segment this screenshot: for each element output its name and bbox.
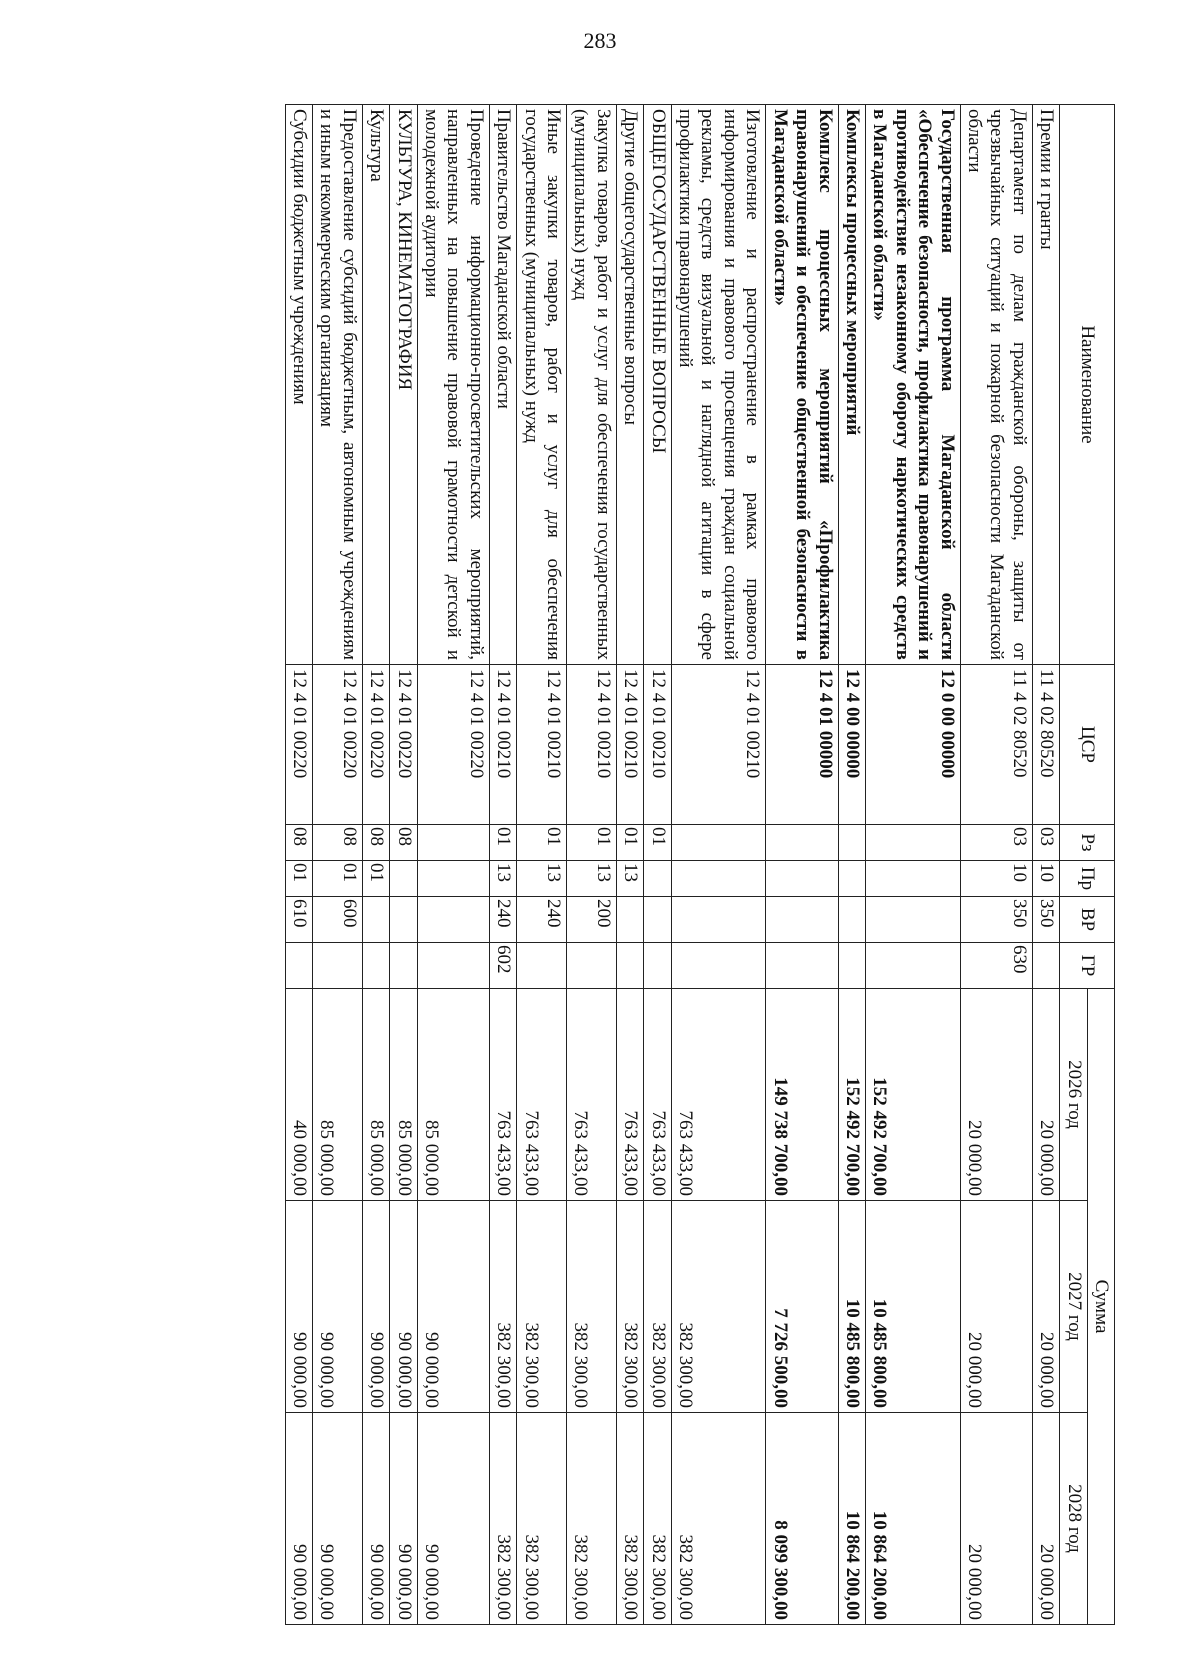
- row-gr: [865, 943, 960, 989]
- row-name: Департамент по делам гражданской обороны, защиты от чрезвычайных ситуаций и пожарной безопасности Магаданской области: [960, 105, 1032, 665]
- row-vr: [616, 897, 643, 943]
- row-sum-2028: 10 864 200,00: [865, 1413, 960, 1625]
- header-name: Наименование: [1060, 105, 1115, 665]
- row-name: Проведение информационно-просветительских мероприятий, направленных на повышение правовой грамотности детской и молодежной аудитории: [417, 105, 489, 665]
- row-rz: 08: [390, 825, 417, 861]
- budget-table: [285, 104, 1115, 1625]
- row-rz: [865, 825, 960, 861]
- row-gr: [644, 943, 671, 989]
- row-csr: 12 4 01 00000: [766, 665, 838, 825]
- row-gr: 630: [960, 943, 1032, 989]
- row-pr: [390, 861, 417, 897]
- row-vr: 350: [960, 897, 1032, 943]
- table-body: [285, 105, 1060, 1625]
- row-pr: 13: [567, 861, 617, 897]
- row-pr: 10: [960, 861, 1032, 897]
- row-pr: [838, 861, 865, 897]
- header-rz: Рз: [1060, 825, 1115, 861]
- row-rz: [417, 825, 489, 861]
- table-row: [644, 105, 671, 1625]
- row-name: Комплексы процессных мероприятий: [838, 105, 865, 665]
- row-sum-2026: 85 000,00: [313, 989, 363, 1201]
- table-row: [616, 105, 643, 1625]
- row-sum-2027: 7 726 500,00: [766, 1201, 838, 1413]
- header-sum: Сумма: [1087, 989, 1114, 1625]
- header-vr: ВР: [1060, 897, 1115, 943]
- row-rz: [838, 825, 865, 861]
- row-name: Правительство Магаданской области: [489, 105, 516, 665]
- row-sum-2028: 90 000,00: [313, 1413, 363, 1625]
- row-csr: 12 4 01 00210: [671, 665, 766, 825]
- row-gr: [285, 943, 312, 989]
- row-name: Субсидии бюджетным учреждениям: [285, 105, 312, 665]
- row-rz: [671, 825, 766, 861]
- row-gr: [838, 943, 865, 989]
- row-sum-2026: 763 433,00: [616, 989, 643, 1201]
- table-row: [865, 105, 960, 1625]
- row-pr: [865, 861, 960, 897]
- row-sum-2026: 763 433,00: [567, 989, 617, 1201]
- row-rz: 08: [313, 825, 363, 861]
- row-pr: [644, 861, 671, 897]
- budget-table-rotated: [170, 104, 1115, 1624]
- row-pr: 01: [285, 861, 312, 897]
- row-gr: [1032, 943, 1059, 989]
- row-sum-2028: 90 000,00: [285, 1413, 312, 1625]
- row-rz: 01: [644, 825, 671, 861]
- row-pr: 13: [489, 861, 516, 897]
- row-csr: 12 4 01 00220: [417, 665, 489, 825]
- row-name: Закупка товаров, работ и услуг для обеспечения государственных (муниципальных) нужд: [567, 105, 617, 665]
- row-gr: [567, 943, 617, 989]
- row-sum-2027: 90 000,00: [417, 1201, 489, 1413]
- row-pr: [671, 861, 766, 897]
- header-gr: ГР: [1060, 943, 1115, 989]
- row-sum-2026: 763 433,00: [671, 989, 766, 1201]
- header-year-2028: 2028 год: [1060, 1413, 1087, 1625]
- row-csr: 12 4 01 00210: [644, 665, 671, 825]
- row-name: Иные закупки товаров, работ и услуг для обеспечения государственных (муниципальных) нужд: [517, 105, 567, 665]
- row-vr: [838, 897, 865, 943]
- row-gr: [417, 943, 489, 989]
- row-pr: 10: [1032, 861, 1059, 897]
- row-sum-2028: 382 300,00: [644, 1413, 671, 1625]
- row-vr: [865, 897, 960, 943]
- row-sum-2027: 90 000,00: [313, 1201, 363, 1413]
- table-row: [517, 105, 567, 1625]
- row-sum-2027: 382 300,00: [616, 1201, 643, 1413]
- table-row: [838, 105, 865, 1625]
- table-row: [362, 105, 389, 1625]
- row-sum-2027: 10 485 800,00: [838, 1201, 865, 1413]
- row-sum-2028: 90 000,00: [417, 1413, 489, 1625]
- row-sum-2027: 20 000,00: [1032, 1201, 1059, 1413]
- row-csr: 12 0 00 00000: [865, 665, 960, 825]
- table-row: [1032, 105, 1059, 1625]
- header-csr: ЦСР: [1060, 665, 1115, 825]
- table-row: [390, 105, 417, 1625]
- row-name: Государственная программа Магаданской области «Обеспечение безопасности, профилактика правонарушений и противодействие незаконному обороту наркотических средств в Магаданской области»: [865, 105, 960, 665]
- row-vr: 600: [313, 897, 363, 943]
- row-sum-2027: 382 300,00: [517, 1201, 567, 1413]
- row-sum-2028: 90 000,00: [390, 1413, 417, 1625]
- row-gr: [362, 943, 389, 989]
- row-csr: 12 4 01 00210: [616, 665, 643, 825]
- row-rz: 08: [285, 825, 312, 861]
- row-rz: 01: [616, 825, 643, 861]
- row-vr: 240: [517, 897, 567, 943]
- table-row: [313, 105, 363, 1625]
- row-sum-2028: 10 864 200,00: [838, 1413, 865, 1625]
- row-vr: [417, 897, 489, 943]
- row-sum-2028: 8 099 300,00: [766, 1413, 838, 1625]
- row-sum-2028: 20 000,00: [960, 1413, 1032, 1625]
- header-year-2027: 2027 год: [1060, 1201, 1087, 1413]
- row-pr: 13: [517, 861, 567, 897]
- row-gr: [616, 943, 643, 989]
- row-csr: 11 4 02 80520: [1032, 665, 1059, 825]
- header-row-1: [1087, 105, 1114, 1625]
- row-sum-2028: 382 300,00: [567, 1413, 617, 1625]
- row-sum-2026: 763 433,00: [489, 989, 516, 1201]
- row-sum-2028: 382 300,00: [489, 1413, 516, 1625]
- row-sum-2026: 152 492 700,00: [865, 989, 960, 1201]
- row-name: Другие общегосударственные вопросы: [616, 105, 643, 665]
- row-vr: [671, 897, 766, 943]
- row-sum-2028: 20 000,00: [1032, 1413, 1059, 1625]
- row-rz: 03: [1032, 825, 1059, 861]
- row-vr: [362, 897, 389, 943]
- row-name: Предоставление субсидий бюджетным, автономным учреждениям и иным некоммерческим организациям: [313, 105, 363, 665]
- table-row: [285, 105, 312, 1625]
- row-csr: 12 4 01 00220: [313, 665, 363, 825]
- row-csr: 12 4 01 00220: [390, 665, 417, 825]
- row-vr: 240: [489, 897, 516, 943]
- header-year-2026: 2026 год: [1060, 989, 1087, 1201]
- row-sum-2026: 85 000,00: [417, 989, 489, 1201]
- row-gr: [671, 943, 766, 989]
- row-rz: 01: [517, 825, 567, 861]
- row-rz: 01: [567, 825, 617, 861]
- row-sum-2027: 90 000,00: [285, 1201, 312, 1413]
- row-sum-2026: 763 433,00: [517, 989, 567, 1201]
- row-sum-2027: 90 000,00: [390, 1201, 417, 1413]
- row-sum-2028: 382 300,00: [517, 1413, 567, 1625]
- table-row: [567, 105, 617, 1625]
- row-sum-2027: 382 300,00: [644, 1201, 671, 1413]
- row-sum-2026: 763 433,00: [644, 989, 671, 1201]
- row-sum-2026: 20 000,00: [1032, 989, 1059, 1201]
- row-csr: 12 4 01 00210: [517, 665, 567, 825]
- row-name: Комплекс процессных мероприятий «Профилактика правонарушений и обеспечение общественной безопасности в Магаданской области»: [766, 105, 838, 665]
- row-pr: 13: [616, 861, 643, 897]
- row-sum-2028: 90 000,00: [362, 1413, 389, 1625]
- row-sum-2027: 382 300,00: [671, 1201, 766, 1413]
- row-rz: 03: [960, 825, 1032, 861]
- row-sum-2027: 90 000,00: [362, 1201, 389, 1413]
- row-name: Культура: [362, 105, 389, 665]
- row-csr: 12 4 01 00210: [567, 665, 617, 825]
- row-sum-2026: 85 000,00: [362, 989, 389, 1201]
- table-row: [489, 105, 516, 1625]
- row-rz: 01: [489, 825, 516, 861]
- row-gr: [390, 943, 417, 989]
- row-rz: [766, 825, 838, 861]
- row-sum-2028: 382 300,00: [616, 1413, 643, 1625]
- row-gr: 602: [489, 943, 516, 989]
- row-sum-2027: 382 300,00: [567, 1201, 617, 1413]
- row-pr: 01: [362, 861, 389, 897]
- page-number: 283: [583, 28, 617, 53]
- row-vr: [390, 897, 417, 943]
- row-gr: [766, 943, 838, 989]
- table-row: [671, 105, 766, 1625]
- row-vr: 610: [285, 897, 312, 943]
- row-sum-2027: 10 485 800,00: [865, 1201, 960, 1413]
- table-row: [417, 105, 489, 1625]
- table-row: [766, 105, 838, 1625]
- table-row: [960, 105, 1032, 1625]
- row-name: Изготовление и распространение в рамках правового информирования и правового просвещения граждан социальной рекламы, средств визуальной и наглядной агитации в сфере профилактики правонарушений: [671, 105, 766, 665]
- header-pr: Пр: [1060, 861, 1115, 897]
- row-csr: 12 4 01 00220: [285, 665, 312, 825]
- row-rz: 08: [362, 825, 389, 861]
- row-sum-2026: 149 738 700,00: [766, 989, 838, 1201]
- row-sum-2027: 20 000,00: [960, 1201, 1032, 1413]
- row-csr: 12 4 01 00210: [489, 665, 516, 825]
- row-name: КУЛЬТУРА, КИНЕМАТОГРАФИЯ: [390, 105, 417, 665]
- row-pr: [766, 861, 838, 897]
- row-csr: 11 4 02 80520: [960, 665, 1032, 825]
- row-sum-2026: 85 000,00: [390, 989, 417, 1201]
- row-sum-2026: 152 492 700,00: [838, 989, 865, 1201]
- row-pr: 01: [313, 861, 363, 897]
- row-vr: [644, 897, 671, 943]
- row-gr: [313, 943, 363, 989]
- row-csr: 12 4 00 00000: [838, 665, 865, 825]
- row-sum-2026: 20 000,00: [960, 989, 1032, 1201]
- row-sum-2026: 40 000,00: [285, 989, 312, 1201]
- row-gr: [517, 943, 567, 989]
- row-csr: 12 4 01 00220: [362, 665, 389, 825]
- row-pr: [417, 861, 489, 897]
- row-vr: [766, 897, 838, 943]
- row-vr: 200: [567, 897, 617, 943]
- row-name: Премии и гранты: [1032, 105, 1059, 665]
- row-sum-2028: 382 300,00: [671, 1413, 766, 1625]
- row-name: ОБЩЕГОСУДАРСТВЕННЫЕ ВОПРОСЫ: [644, 105, 671, 665]
- row-sum-2027: 382 300,00: [489, 1201, 516, 1413]
- row-vr: 350: [1032, 897, 1059, 943]
